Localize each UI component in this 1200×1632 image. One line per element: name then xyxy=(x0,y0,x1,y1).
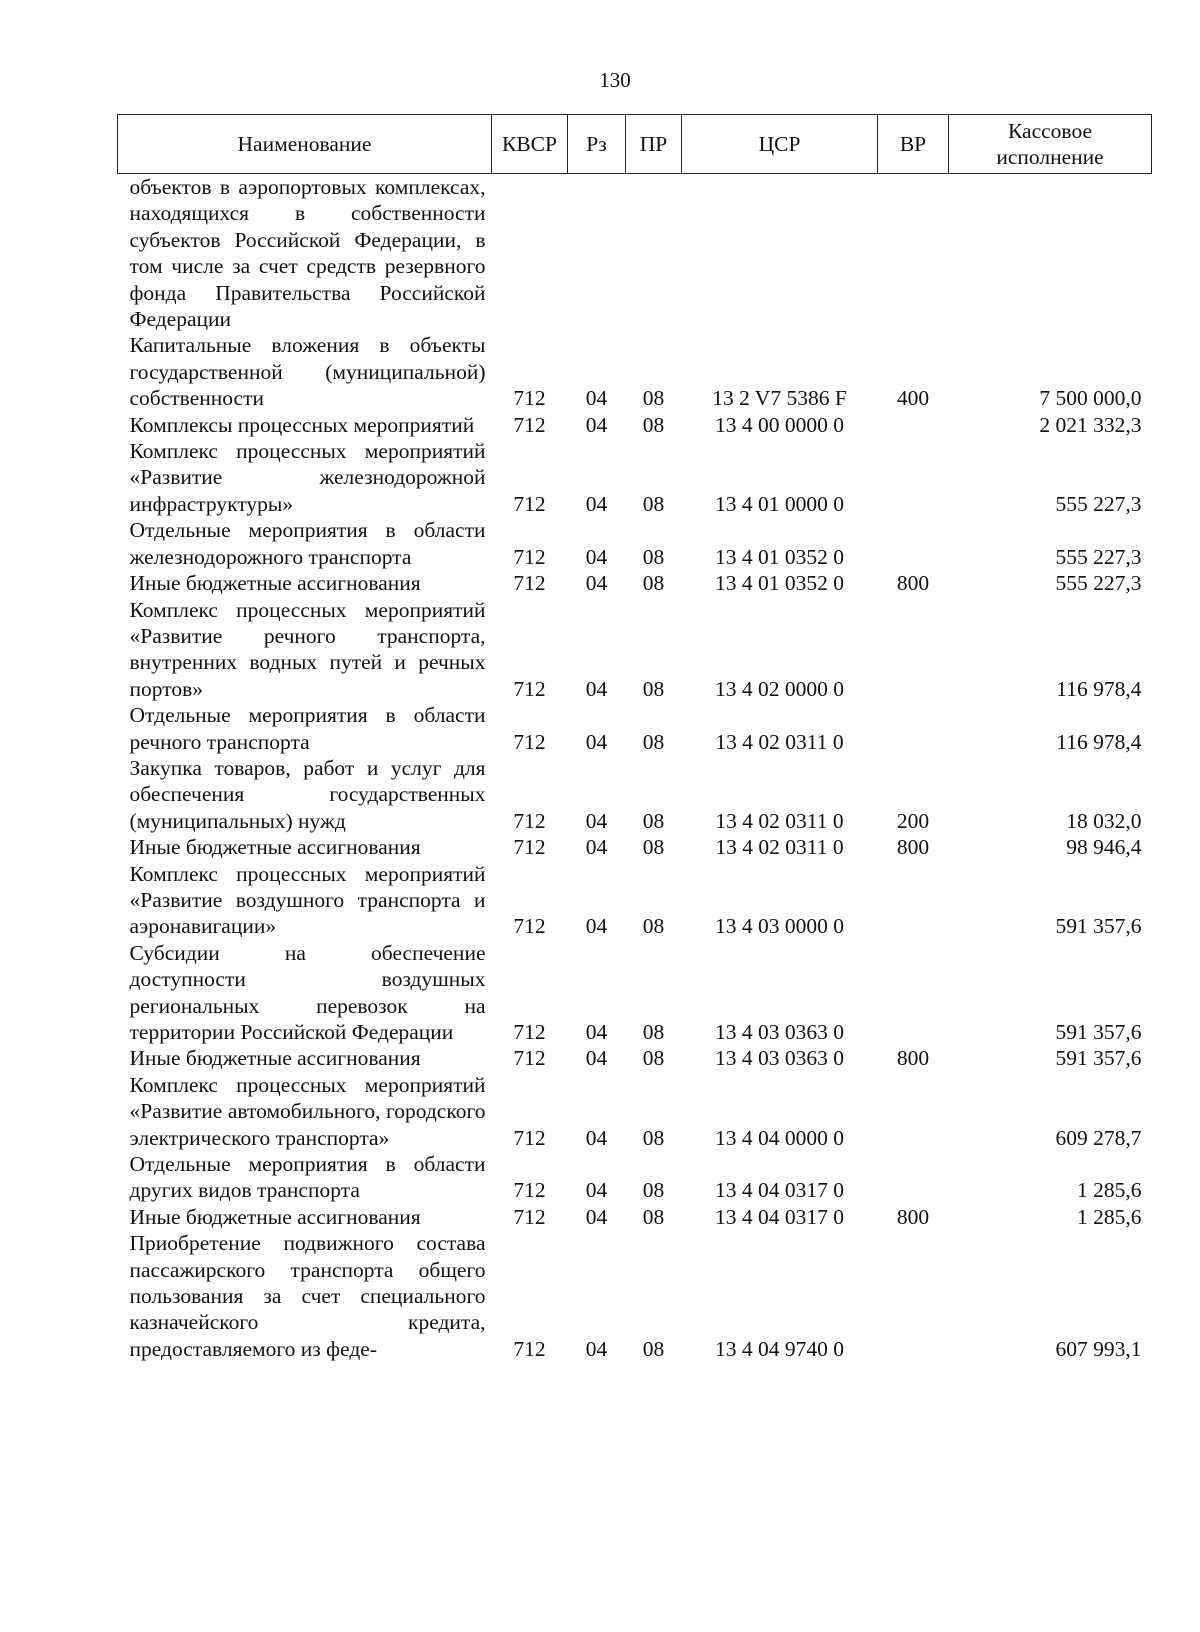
row-rz-cell: 04 xyxy=(585,412,608,437)
row-pr-cell: 08 xyxy=(642,1125,665,1150)
row-kvsr-cell: 712 xyxy=(513,571,546,596)
row-rz-cell: 04 xyxy=(585,676,608,701)
row-pr-cell: 08 xyxy=(642,386,665,411)
row-vr-cell xyxy=(878,412,949,438)
header-name: Наименование xyxy=(118,115,492,174)
row-kvsr-cell: 712 xyxy=(513,386,546,411)
row-pr-cell: 08 xyxy=(642,1178,665,1203)
table-row xyxy=(118,517,1152,570)
row-kvsr-cell: 712 xyxy=(513,491,546,516)
row-vr-cell xyxy=(878,517,949,570)
row-vr-cell: 800 xyxy=(896,1204,930,1229)
row-name-cell: Комплекс процессных мероприятий «Развитие воздушного транспорта и аэронавигации» xyxy=(129,861,486,939)
row-sum-cell: 7 500 000,0 xyxy=(1039,386,1142,411)
row-rz-cell: 04 xyxy=(585,571,608,596)
row-pr-cell: 08 xyxy=(642,491,665,516)
table-row xyxy=(118,1230,1152,1362)
row-sum-cell xyxy=(949,174,1152,333)
row-vr-cell: 400 xyxy=(896,386,930,411)
row-kvsr-cell: 712 xyxy=(513,1020,546,1044)
row-rz-cell: 04 xyxy=(585,835,608,860)
row-pr-cell: 08 xyxy=(642,914,665,939)
row-rz-cell: 04 xyxy=(585,1178,608,1203)
row-csr-cell: 13 4 04 0000 0 xyxy=(715,1125,844,1150)
table-row xyxy=(118,174,1152,333)
row-rz-cell: 04 xyxy=(585,386,608,411)
table-row xyxy=(118,1045,1152,1071)
row-kvsr-cell: 712 xyxy=(513,835,546,860)
row-vr-cell: 800 xyxy=(896,1046,930,1071)
table-row xyxy=(118,702,1152,755)
table-row xyxy=(118,940,1152,1046)
row-vr-cell xyxy=(878,174,949,333)
row-vr-cell: 800 xyxy=(896,835,930,860)
row-name-cell: Субсидии на обеспечение доступности воздушных региональных перевозок на территории Российской Федерации xyxy=(129,940,486,1044)
row-csr-cell: 13 4 02 0000 0 xyxy=(715,676,844,701)
row-name-cell: Капитальные вложения в объекты государственной (муниципальной) собственности xyxy=(129,333,486,411)
table-row xyxy=(118,438,1152,517)
row-sum-cell: 555 227,3 xyxy=(1055,571,1142,596)
row-sum-cell: 2 021 332,3 xyxy=(1039,412,1142,437)
row-vr-cell xyxy=(878,702,949,755)
row-pr-cell: 08 xyxy=(642,835,665,860)
row-csr-cell: 13 4 02 0311 0 xyxy=(715,835,844,860)
row-vr-cell xyxy=(878,940,949,1046)
table-row xyxy=(118,570,1152,596)
budget-table xyxy=(117,114,1152,1362)
row-sum-cell: 591 357,6 xyxy=(1055,914,1142,939)
row-sum-cell: 555 227,3 xyxy=(1055,491,1142,516)
table-row xyxy=(118,1204,1152,1230)
row-sum-cell: 607 993,1 xyxy=(1055,1336,1142,1361)
row-vr-cell xyxy=(878,597,949,703)
row-rz-cell: 04 xyxy=(585,1125,608,1150)
row-sum-cell: 116 978,4 xyxy=(1056,729,1142,754)
row-sum-cell: 18 032,0 xyxy=(1066,808,1142,833)
row-name-cell: Отдельные мероприятия в области речного транспорта xyxy=(129,703,486,754)
row-pr-cell: 08 xyxy=(642,1336,665,1361)
row-sum-cell: 98 946,4 xyxy=(1066,835,1142,860)
row-pr-cell: 08 xyxy=(642,808,665,833)
row-pr-cell xyxy=(626,174,682,333)
row-pr-cell: 08 xyxy=(642,1046,665,1071)
row-csr-cell: 13 4 02 0311 0 xyxy=(715,729,844,754)
row-kvsr-cell: 712 xyxy=(513,1178,546,1203)
header-sum xyxy=(949,115,1152,174)
row-sum-cell: 609 278,7 xyxy=(1055,1125,1142,1150)
header-vr: ВР xyxy=(878,115,949,174)
row-rz-cell: 04 xyxy=(585,808,608,833)
row-vr-cell xyxy=(878,1072,949,1151)
row-rz-cell: 04 xyxy=(585,491,608,516)
row-sum-cell: 1 285,6 xyxy=(1077,1178,1142,1203)
row-name-cell: Закупка товаров, работ и услуг для обеспечения государственных (муниципальных) нужд xyxy=(129,755,486,833)
row-sum-cell: 555 227,3 xyxy=(1055,544,1142,569)
row-csr-cell: 13 4 01 0352 0 xyxy=(715,544,844,569)
row-sum-cell: 1 285,6 xyxy=(1077,1204,1142,1229)
table-row xyxy=(118,597,1152,703)
row-rz-cell: 04 xyxy=(585,1336,608,1361)
header-csr: ЦСР xyxy=(682,115,878,174)
row-kvsr-cell: 712 xyxy=(513,1125,546,1150)
row-name-cell: Иные бюджетные ассигнования xyxy=(129,835,421,860)
row-sum-cell: 591 357,6 xyxy=(1055,1046,1142,1071)
row-pr-cell: 08 xyxy=(642,676,665,701)
row-pr-cell: 08 xyxy=(642,729,665,754)
row-sum-cell: 116 978,4 xyxy=(1056,676,1142,701)
table-row xyxy=(118,332,1152,411)
row-vr-cell: 200 xyxy=(896,808,930,833)
row-pr-cell: 08 xyxy=(642,1204,665,1229)
row-kvsr-cell: 712 xyxy=(513,808,546,833)
row-kvsr-cell xyxy=(492,174,568,333)
row-vr-cell xyxy=(878,861,949,940)
row-kvsr-cell: 712 xyxy=(513,1336,546,1361)
row-rz-cell: 04 xyxy=(585,1020,608,1044)
row-csr-cell: 13 4 04 0317 0 xyxy=(715,1178,844,1203)
row-csr-cell: 13 2 V7 5386 F xyxy=(712,386,847,411)
row-kvsr-cell: 712 xyxy=(513,412,546,437)
row-csr-cell: 13 4 00 0000 0 xyxy=(715,412,844,437)
row-rz-cell xyxy=(568,174,626,333)
header-kvsr: КВСР xyxy=(492,115,568,174)
row-name-cell: Комплекс процессных мероприятий «Развитие железнодорожной инфраструктуры» xyxy=(129,439,486,516)
header-sum-line2: исполнение xyxy=(996,145,1104,169)
table-row xyxy=(118,861,1152,940)
row-csr-cell: 13 4 01 0352 0 xyxy=(715,571,844,596)
row-sum-cell: 591 357,6 xyxy=(1055,1020,1142,1044)
row-vr-cell xyxy=(878,1151,949,1204)
row-name-cell: Комплекс процессных мероприятий «Развитие автомобильного, городского электрического транспорта» xyxy=(129,1072,486,1150)
row-rz-cell: 04 xyxy=(585,1046,608,1071)
row-csr-cell: 13 4 03 0363 0 xyxy=(715,1020,844,1044)
header-pr: ПР xyxy=(626,115,682,174)
row-csr-cell: 13 4 03 0000 0 xyxy=(715,914,844,939)
row-pr-cell: 08 xyxy=(642,412,665,437)
row-name-cell: Отдельные мероприятия в области железнодорожного транспорта xyxy=(129,518,486,569)
row-csr-cell: 13 4 04 0317 0 xyxy=(715,1204,844,1229)
row-vr-cell xyxy=(878,1230,949,1362)
table-row xyxy=(118,412,1152,438)
row-rz-cell: 04 xyxy=(585,1204,608,1229)
table-row xyxy=(118,834,1152,860)
row-csr-cell: 13 4 03 0363 0 xyxy=(715,1046,844,1071)
row-kvsr-cell: 712 xyxy=(513,676,546,701)
row-rz-cell: 04 xyxy=(585,729,608,754)
header-sum-line1: Кассовое xyxy=(1008,119,1092,143)
row-pr-cell: 08 xyxy=(642,544,665,569)
row-name-cell: Иные бюджетные ассигнования xyxy=(129,1204,421,1229)
row-csr-cell: 13 4 02 0311 0 xyxy=(715,808,844,833)
row-kvsr-cell: 712 xyxy=(513,544,546,569)
table-row xyxy=(118,755,1152,834)
row-name-cell: Иные бюджетные ассигнования xyxy=(129,1046,421,1071)
row-name-cell: Отдельные мероприятия в области других видов транспорта xyxy=(129,1152,486,1203)
row-kvsr-cell: 712 xyxy=(513,729,546,754)
row-pr-cell: 08 xyxy=(642,1020,665,1044)
row-kvsr-cell: 712 xyxy=(513,1046,546,1071)
row-kvsr-cell: 712 xyxy=(513,1204,546,1229)
row-name-cell: Приобретение подвижного состава пассажирского транспорта общего пользования за счет специального казначейского кредита, предоставляемого из феде- xyxy=(129,1231,486,1361)
row-rz-cell: 04 xyxy=(585,544,608,569)
row-kvsr-cell: 712 xyxy=(513,914,546,939)
table-row xyxy=(118,1151,1152,1204)
row-pr-cell: 08 xyxy=(642,571,665,596)
row-name-cell: Иные бюджетные ассигнования xyxy=(129,571,421,596)
row-vr-cell xyxy=(878,438,949,517)
row-name-cell: Комплекс процессных мероприятий «Развитие речного транспорта, внутренних водных путей и речных портов» xyxy=(129,597,486,701)
page-number: 130 xyxy=(599,68,631,92)
row-csr-cell: 13 4 04 9740 0 xyxy=(715,1336,844,1361)
row-csr-cell: 13 4 01 0000 0 xyxy=(715,491,844,516)
header-rz: Рз xyxy=(568,115,626,174)
table-header-row xyxy=(118,115,1152,174)
row-vr-cell: 800 xyxy=(896,571,930,596)
table-row xyxy=(118,1072,1152,1151)
row-rz-cell: 04 xyxy=(585,914,608,939)
row-name-cell: объектов в аэропортовых комплексах, находящихся в собственности субъектов Российской Федерации, в том числе за счет средств резервного фонда Правительства Российской Федерации xyxy=(129,175,486,332)
row-csr-cell xyxy=(682,174,878,333)
row-name-cell: Комплексы процессных мероприятий xyxy=(129,412,475,437)
